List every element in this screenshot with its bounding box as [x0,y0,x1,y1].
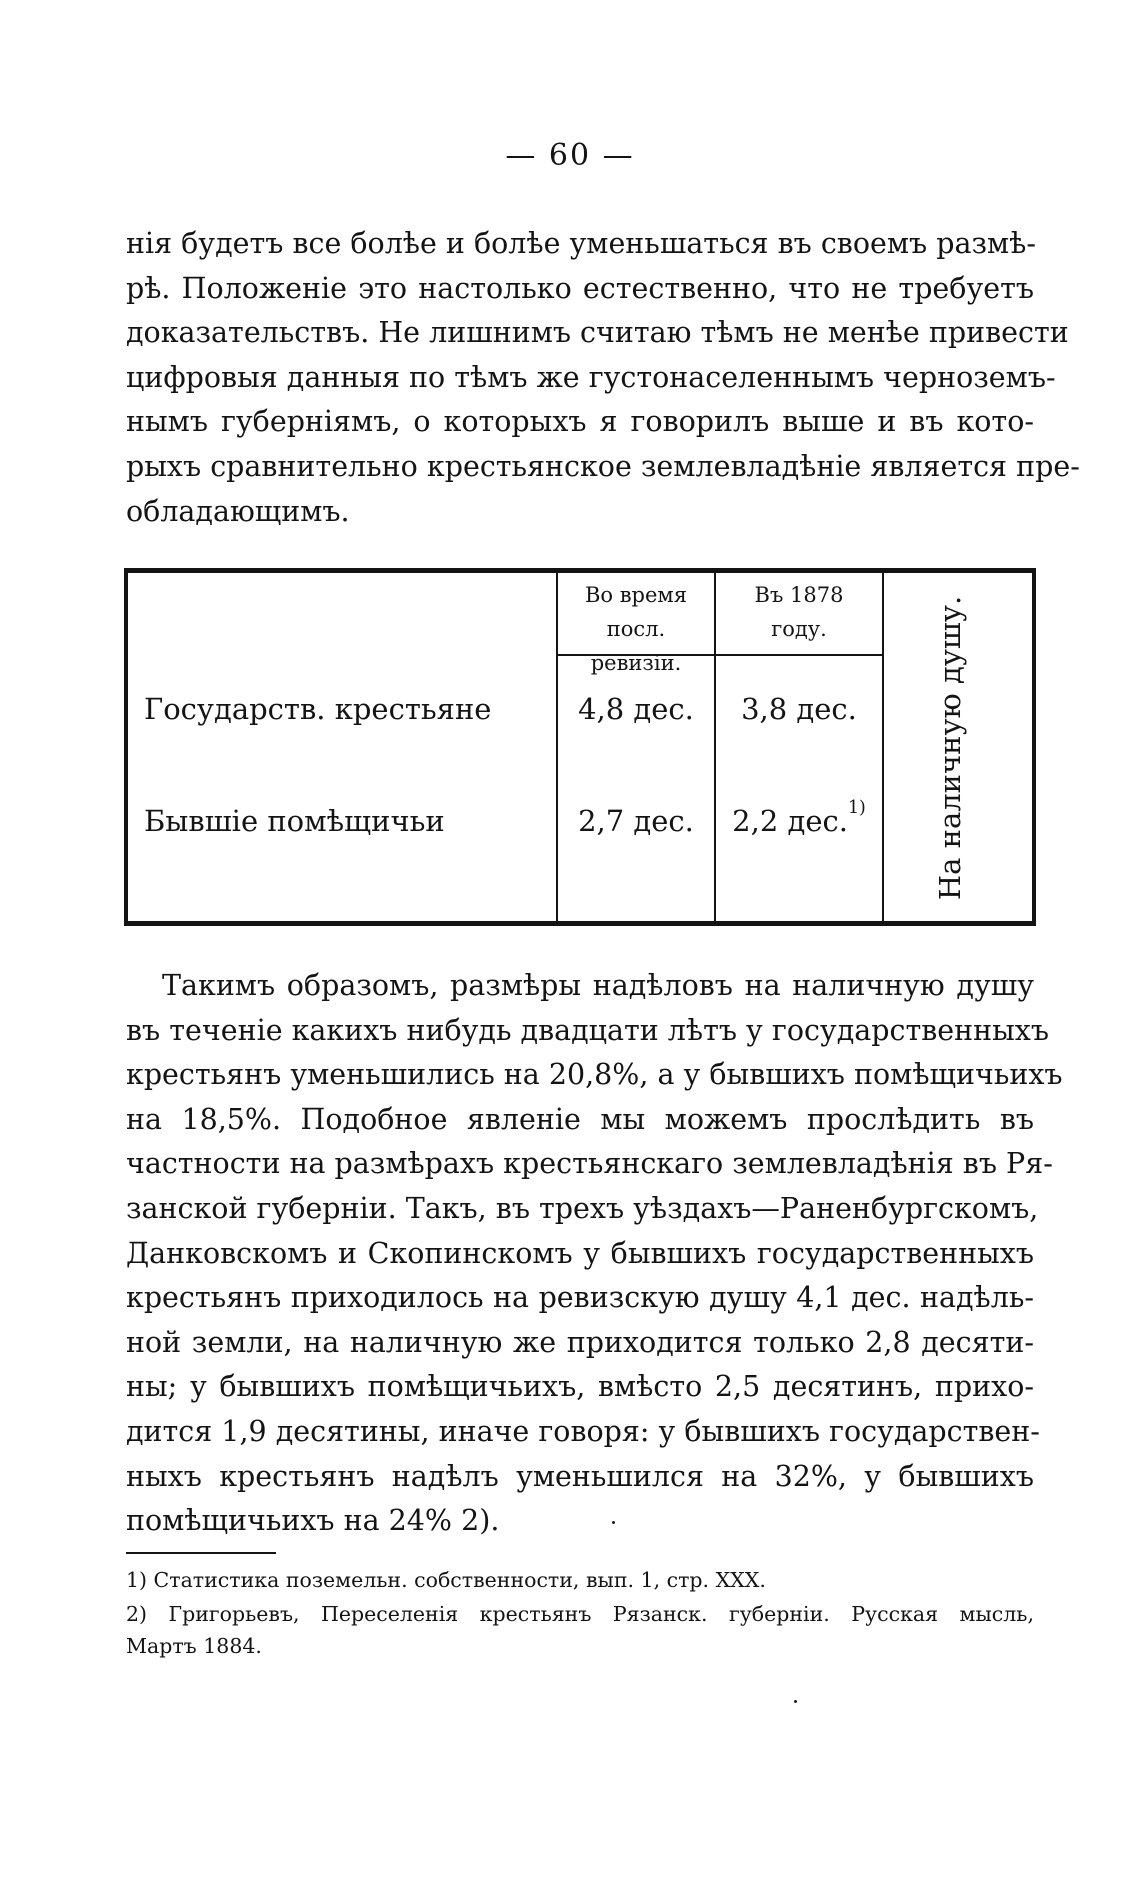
text-line: ны; у бывшихъ помѣщичьихъ, вмѣсто 2,5 десятинъ, прихо- [126,1370,1034,1404]
text-line: Такимъ образомъ, размѣры надѣловъ на наличную душу [162,969,1034,1002]
table-col-divider [882,572,884,922]
text-line: въ теченіе какихъ нибудь двадцати лѣтъ у государственныхъ [126,1013,1050,1047]
text-line: доказательствъ. Не лишнимъ считаю тѣмъ не менѣе привести [126,316,1069,350]
footnote-1 [126,1564,1034,1596]
text-line: ной земли, на наличную же приходится только 2,8 десяти- [126,1325,1034,1359]
unit-label-rotated [890,595,1010,901]
cell-state-revision: 4,8 дес. [578,692,694,726]
allotment-table [124,568,1036,926]
table-left-border [124,572,128,922]
text-line: крестьянъ уменьшились на 20,8%, а у бывшихъ помѣщичьихъ [126,1058,1063,1092]
cell-landlord-1878: 2,2 дес.$^{1)}$ [732,798,866,838]
table-col-divider [714,572,716,922]
text-line: цифровыя данныя по тѣмъ же густонаселеннымъ черноземъ- [126,360,1056,394]
text-line: частности на размѣрахъ крестьянскаго землевладѣнія въ Ря- [126,1147,1053,1181]
cell-state-1878: 3,8 дес. [741,692,857,726]
paragraph-1 [126,222,1080,534]
print-speck [612,1521,615,1524]
cell-landlord-revision: 2,7 дес. [578,804,694,838]
text-line: рыхъ сравнительно крестьянское землевладѣніе является пре- [126,449,1080,483]
footnote-separator [126,1552,276,1554]
text-line: нымъ губерніямъ, о которыхъ я говорилъ выше и въ кото- [126,405,1034,439]
table-bottom-rule [124,921,1036,926]
paragraph-2 [126,964,1063,1544]
table-right-border [1032,572,1036,922]
text-line: нія будетъ все болѣе и болѣе уменьшаться въ своемъ размѣ- [126,227,1036,260]
row-label-former-landlord: Бывшіе помѣщичьи [144,804,445,838]
table-top-rule [124,568,1036,573]
footnote-line: Мартъ 1884. [126,1634,262,1658]
text-line: крестьянъ приходилось на ревизскую душу 4,1 дес. надѣль- [126,1281,1034,1315]
table-col-divider [556,572,558,922]
text-line: Данковскомъ и Скопинскомъ у бывшихъ государственныхъ [126,1236,1034,1270]
text-line: на 18,5%. Подобное явленіе мы можемъ прослѣдить въ [126,1102,1034,1136]
footnote-line: 2) Григорьевъ, Переселенія крестьянъ Рязанск. губерніи. Русская мысль, [126,1602,1034,1626]
text-line: обладающимъ. [126,494,350,528]
header-last-revision: Во время посл. ревизіи. [584,583,688,675]
header-1878: Въ 1878 году. [754,583,844,641]
unit-label: На наличную душу. [933,595,967,901]
text-line: рѣ. Положеніе это настолько естественно, что не требуетъ [126,271,1034,305]
footnote-2 [126,1598,1034,1662]
footnote-line: 1) Статистика поземельн. собственности, вып. 1, стр. XXX. [126,1568,766,1592]
text-line: дится 1,9 десятины, иначе говоря: у бывшихъ государствен- [126,1414,1040,1448]
row-label-state-peasants: Государств. крестьяне [144,692,492,726]
text-line: ныхъ крестьянъ надѣлъ уменьшился на 32%, у бывшихъ [126,1459,1034,1493]
footnote-ref: 1) [847,798,866,818]
text-line: занской губерніи. Такъ, въ трехъ уѣздахъ—Раненбургскомъ, [126,1191,1039,1225]
text-line: помѣщичьихъ на 24% 2). [126,1504,500,1538]
print-speck [794,1700,797,1703]
page-number: — 60 — [505,138,635,173]
